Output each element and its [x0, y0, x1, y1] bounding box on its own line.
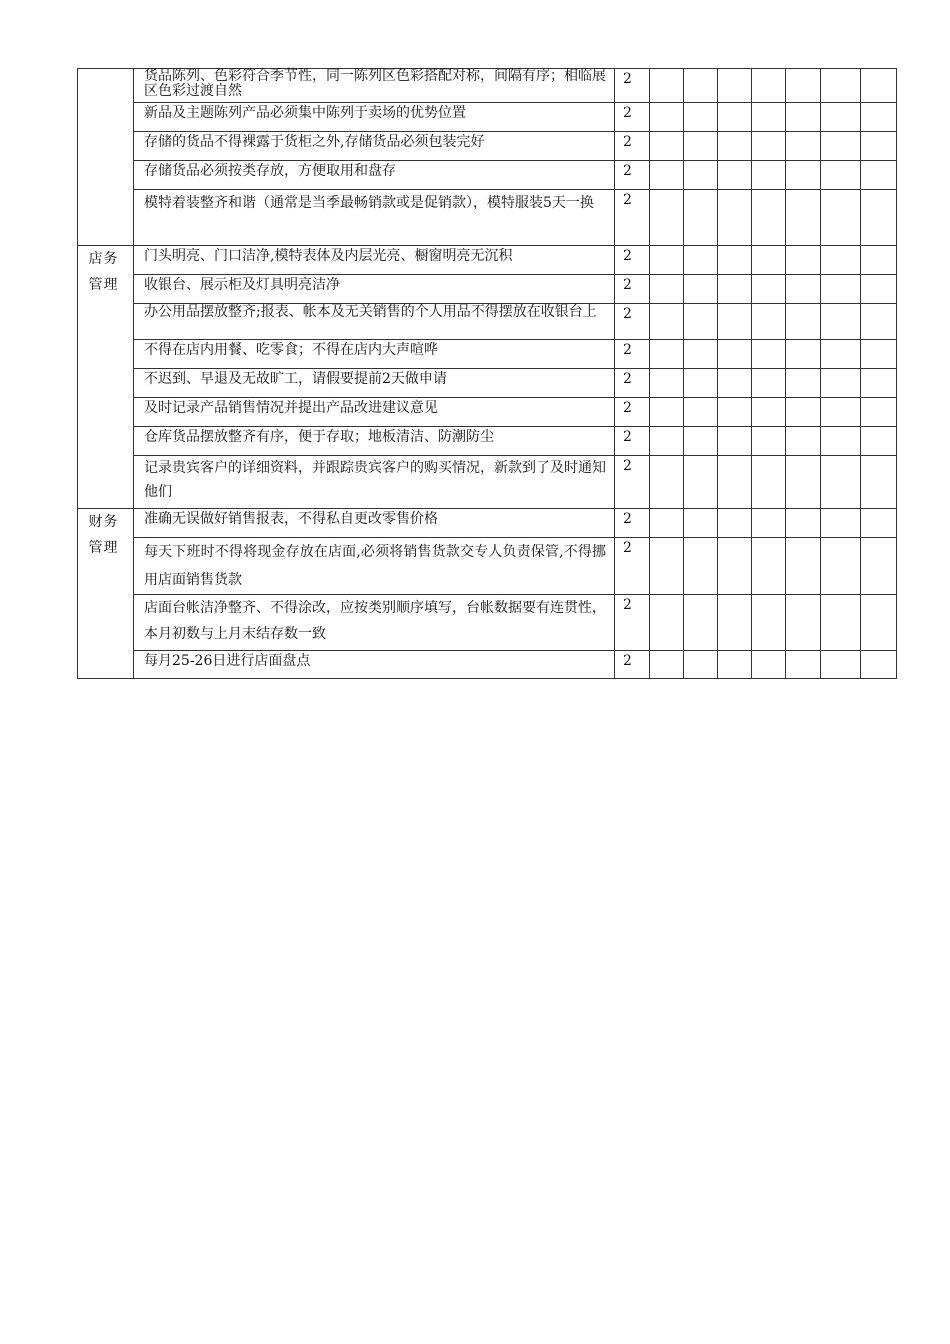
- check-cell[interactable]: [752, 538, 786, 595]
- check-cell[interactable]: [752, 427, 786, 456]
- check-cell[interactable]: [861, 103, 897, 132]
- check-cell[interactable]: [718, 651, 752, 679]
- check-cell[interactable]: [786, 132, 821, 161]
- check-cell[interactable]: [718, 509, 752, 538]
- check-cell[interactable]: [752, 190, 786, 246]
- check-cell[interactable]: [718, 595, 752, 651]
- check-cell[interactable]: [650, 246, 684, 275]
- table-row: [78, 538, 897, 595]
- check-cell[interactable]: [786, 275, 821, 304]
- check-cell[interactable]: [684, 161, 718, 190]
- check-cell[interactable]: [752, 369, 786, 398]
- check-cell[interactable]: [650, 538, 684, 595]
- check-cell[interactable]: [786, 304, 821, 340]
- item-cell: [134, 509, 615, 538]
- check-cell[interactable]: [684, 69, 718, 103]
- item-text: 不迟到、早退及无故旷工，请假要提前2天做申请: [144, 371, 447, 387]
- table-row: [78, 509, 897, 538]
- check-cell[interactable]: [752, 304, 786, 340]
- check-cell[interactable]: [718, 456, 752, 509]
- item-cell: [134, 103, 615, 132]
- check-cell[interactable]: [650, 304, 684, 340]
- check-cell[interactable]: [684, 427, 718, 456]
- check-cell[interactable]: [650, 132, 684, 161]
- check-cell[interactable]: [684, 456, 718, 509]
- check-cell[interactable]: [861, 369, 897, 398]
- item-cell: [134, 340, 615, 369]
- table-body: [78, 69, 897, 679]
- check-cell[interactable]: [786, 190, 821, 246]
- score-cell: 2: [615, 275, 650, 304]
- check-cell[interactable]: [861, 456, 897, 509]
- check-cell[interactable]: [718, 340, 752, 369]
- item-cell: [134, 538, 615, 595]
- item-cell: [134, 275, 615, 304]
- check-cell[interactable]: [650, 427, 684, 456]
- item-text: 新品及主题陈列产品必须集中陈列于卖场的优势位置: [144, 105, 466, 121]
- check-cell[interactable]: [650, 651, 684, 679]
- item-cell: [134, 398, 615, 427]
- check-cell[interactable]: [861, 246, 897, 275]
- check-cell[interactable]: [821, 190, 861, 246]
- check-cell[interactable]: [786, 369, 821, 398]
- check-cell[interactable]: [684, 538, 718, 595]
- check-cell[interactable]: [650, 103, 684, 132]
- check-cell[interactable]: [752, 132, 786, 161]
- check-cell[interactable]: [650, 369, 684, 398]
- item-text: 准确无误做好销售报表，不得私自更改零售价格: [144, 511, 438, 527]
- check-cell[interactable]: [718, 398, 752, 427]
- check-cell[interactable]: [718, 103, 752, 132]
- check-cell[interactable]: [821, 509, 861, 538]
- table-row: [78, 456, 897, 509]
- check-cell[interactable]: [861, 538, 897, 595]
- check-cell[interactable]: [684, 340, 718, 369]
- item-cell: [134, 246, 615, 275]
- check-cell[interactable]: [752, 275, 786, 304]
- check-cell[interactable]: [718, 538, 752, 595]
- item-text: 每月25-26日进行店面盘点: [144, 653, 311, 669]
- check-cell[interactable]: [861, 275, 897, 304]
- check-cell[interactable]: [861, 161, 897, 190]
- check-cell[interactable]: [821, 275, 861, 304]
- check-cell[interactable]: [786, 340, 821, 369]
- check-cell[interactable]: [684, 595, 718, 651]
- score-cell: 2: [615, 132, 650, 161]
- check-cell[interactable]: [786, 103, 821, 132]
- table-row: [78, 275, 897, 304]
- check-cell[interactable]: [786, 651, 821, 679]
- check-cell[interactable]: [718, 427, 752, 456]
- check-cell[interactable]: [861, 190, 897, 246]
- category-cell: [78, 509, 134, 679]
- check-cell[interactable]: [650, 340, 684, 369]
- check-cell[interactable]: [821, 538, 861, 595]
- check-cell[interactable]: [684, 509, 718, 538]
- category-label: 店务管理: [88, 251, 119, 293]
- check-cell[interactable]: [861, 509, 897, 538]
- check-cell[interactable]: [752, 340, 786, 369]
- check-cell[interactable]: [650, 595, 684, 651]
- item-cell: [134, 132, 615, 161]
- check-cell[interactable]: [861, 132, 897, 161]
- score-cell: 2: [615, 595, 650, 651]
- check-cell[interactable]: [650, 190, 684, 246]
- table-row: [78, 651, 897, 679]
- score-cell: 2: [615, 369, 650, 398]
- check-cell[interactable]: [786, 398, 821, 427]
- check-cell[interactable]: [821, 427, 861, 456]
- score-cell: 2: [615, 304, 650, 340]
- check-cell[interactable]: [786, 69, 821, 103]
- check-cell[interactable]: [718, 132, 752, 161]
- check-cell[interactable]: [752, 509, 786, 538]
- check-cell[interactable]: [684, 304, 718, 340]
- check-cell[interactable]: [821, 103, 861, 132]
- item-cell: [134, 427, 615, 456]
- item-cell: [134, 595, 615, 651]
- item-text: 模特着装整齐和谐（通常是当季最畅销款或是促销款），模特服装5天一换: [144, 195, 594, 211]
- table-row: [78, 69, 897, 103]
- score-cell: 2: [615, 340, 650, 369]
- item-text: 每天下班时不得将现金存放在店面,必须将销售货款交专人负责保管,不得挪用店面销售货款: [144, 544, 606, 588]
- check-cell[interactable]: [684, 246, 718, 275]
- check-cell[interactable]: [752, 398, 786, 427]
- category-label: 财务管理: [88, 514, 119, 556]
- item-text: 存储的货品不得裸露于货柜之外,存储货品必须包装完好: [144, 134, 485, 150]
- item-cell: [134, 651, 615, 679]
- check-cell[interactable]: [752, 456, 786, 509]
- score-cell: 2: [615, 161, 650, 190]
- check-cell[interactable]: [821, 340, 861, 369]
- item-text: 及时记录产品销售情况并提出产品改进建议意见: [144, 400, 438, 416]
- item-text: 存储货品必须按类存放，方便取用和盘存: [144, 163, 396, 179]
- check-cell[interactable]: [650, 161, 684, 190]
- check-cell[interactable]: [861, 595, 897, 651]
- score-cell: 2: [615, 427, 650, 456]
- check-cell[interactable]: [786, 456, 821, 509]
- check-cell[interactable]: [684, 275, 718, 304]
- check-cell[interactable]: [786, 161, 821, 190]
- check-cell[interactable]: [786, 246, 821, 275]
- check-cell[interactable]: [718, 190, 752, 246]
- item-text: 门头明亮、门口洁净,模特表体及内层光亮、橱窗明亮无沉积: [144, 248, 513, 264]
- item-text: 收银台、展示柜及灯具明亮洁净: [144, 277, 340, 293]
- check-cell[interactable]: [684, 369, 718, 398]
- score-cell: 2: [615, 69, 650, 103]
- check-cell[interactable]: [821, 369, 861, 398]
- table-row: [78, 246, 897, 275]
- score-cell: 2: [615, 190, 650, 246]
- check-cell[interactable]: [718, 304, 752, 340]
- check-cell[interactable]: [684, 103, 718, 132]
- item-text: 货品陈列、色彩符合季节性，同一陈列区色彩搭配对称，间隔有序；相临展区色彩过渡自然: [144, 68, 606, 99]
- check-cell[interactable]: [861, 427, 897, 456]
- table-row: [78, 132, 897, 161]
- check-cell[interactable]: [650, 456, 684, 509]
- table-row: [78, 398, 897, 427]
- check-cell[interactable]: [718, 369, 752, 398]
- table-row: [78, 340, 897, 369]
- check-cell[interactable]: [861, 304, 897, 340]
- table-row: [78, 103, 897, 132]
- check-cell[interactable]: [861, 651, 897, 679]
- check-cell[interactable]: [786, 427, 821, 456]
- check-cell[interactable]: [786, 538, 821, 595]
- item-cell: [134, 69, 615, 103]
- table-row: [78, 595, 897, 651]
- check-cell[interactable]: [718, 275, 752, 304]
- score-cell: 2: [615, 246, 650, 275]
- check-cell[interactable]: [821, 651, 861, 679]
- table-row: [78, 190, 897, 246]
- store-inspection-table: [77, 68, 897, 679]
- table-row: [78, 369, 897, 398]
- check-cell[interactable]: [752, 651, 786, 679]
- check-cell[interactable]: [684, 132, 718, 161]
- item-cell: [134, 190, 615, 246]
- check-cell[interactable]: [650, 398, 684, 427]
- check-cell[interactable]: [684, 398, 718, 427]
- check-cell[interactable]: [718, 69, 752, 103]
- check-cell[interactable]: [650, 275, 684, 304]
- table-row: [78, 161, 897, 190]
- check-cell[interactable]: [684, 190, 718, 246]
- check-cell[interactable]: [821, 595, 861, 651]
- check-cell[interactable]: [821, 304, 861, 340]
- item-cell: [134, 369, 615, 398]
- item-text: 不得在店内用餐、吃零食；不得在店内大声喧哗: [144, 342, 438, 358]
- check-cell[interactable]: [752, 103, 786, 132]
- table-row: [78, 427, 897, 456]
- item-cell: [134, 456, 615, 509]
- category-cell: [78, 69, 134, 246]
- check-cell[interactable]: [821, 456, 861, 509]
- check-cell[interactable]: [718, 161, 752, 190]
- category-cell: [78, 246, 134, 509]
- check-cell[interactable]: [821, 398, 861, 427]
- check-cell[interactable]: [861, 398, 897, 427]
- check-cell[interactable]: [821, 132, 861, 161]
- check-cell[interactable]: [650, 69, 684, 103]
- check-cell[interactable]: [786, 509, 821, 538]
- check-cell[interactable]: [821, 69, 861, 103]
- check-cell[interactable]: [786, 595, 821, 651]
- check-cell[interactable]: [752, 595, 786, 651]
- score-cell: 2: [615, 538, 650, 595]
- check-cell[interactable]: [861, 340, 897, 369]
- check-cell[interactable]: [752, 161, 786, 190]
- check-cell[interactable]: [752, 69, 786, 103]
- score-cell: 2: [615, 103, 650, 132]
- table-row: [78, 304, 897, 340]
- check-cell[interactable]: [821, 161, 861, 190]
- item-text: 办公用品摆放整齐;报表、帐本及无关销售的个人用品不得摆放在收银台上: [144, 304, 597, 320]
- score-cell: 2: [615, 651, 650, 679]
- check-cell[interactable]: [861, 69, 897, 103]
- check-cell[interactable]: [684, 651, 718, 679]
- item-cell: [134, 304, 615, 340]
- item-text: 店面台帐洁净整齐、不得涂改，应按类别顺序填写，台帐数据要有连贯性，本月初数与上月末结存数一致: [144, 600, 606, 642]
- score-cell: 2: [615, 509, 650, 538]
- check-cell[interactable]: [821, 246, 861, 275]
- check-cell[interactable]: [718, 246, 752, 275]
- score-cell: 2: [615, 456, 650, 509]
- check-cell[interactable]: [752, 246, 786, 275]
- check-cell[interactable]: [650, 509, 684, 538]
- score-cell: 2: [615, 398, 650, 427]
- item-text: 仓库货品摆放整齐有序，便于存取；地板清洁、防潮防尘: [144, 429, 494, 445]
- item-text: 记录贵宾客户的详细资料，并跟踪贵宾客户的购买情况，新款到了及时通知他们: [144, 460, 606, 500]
- item-cell: [134, 161, 615, 190]
